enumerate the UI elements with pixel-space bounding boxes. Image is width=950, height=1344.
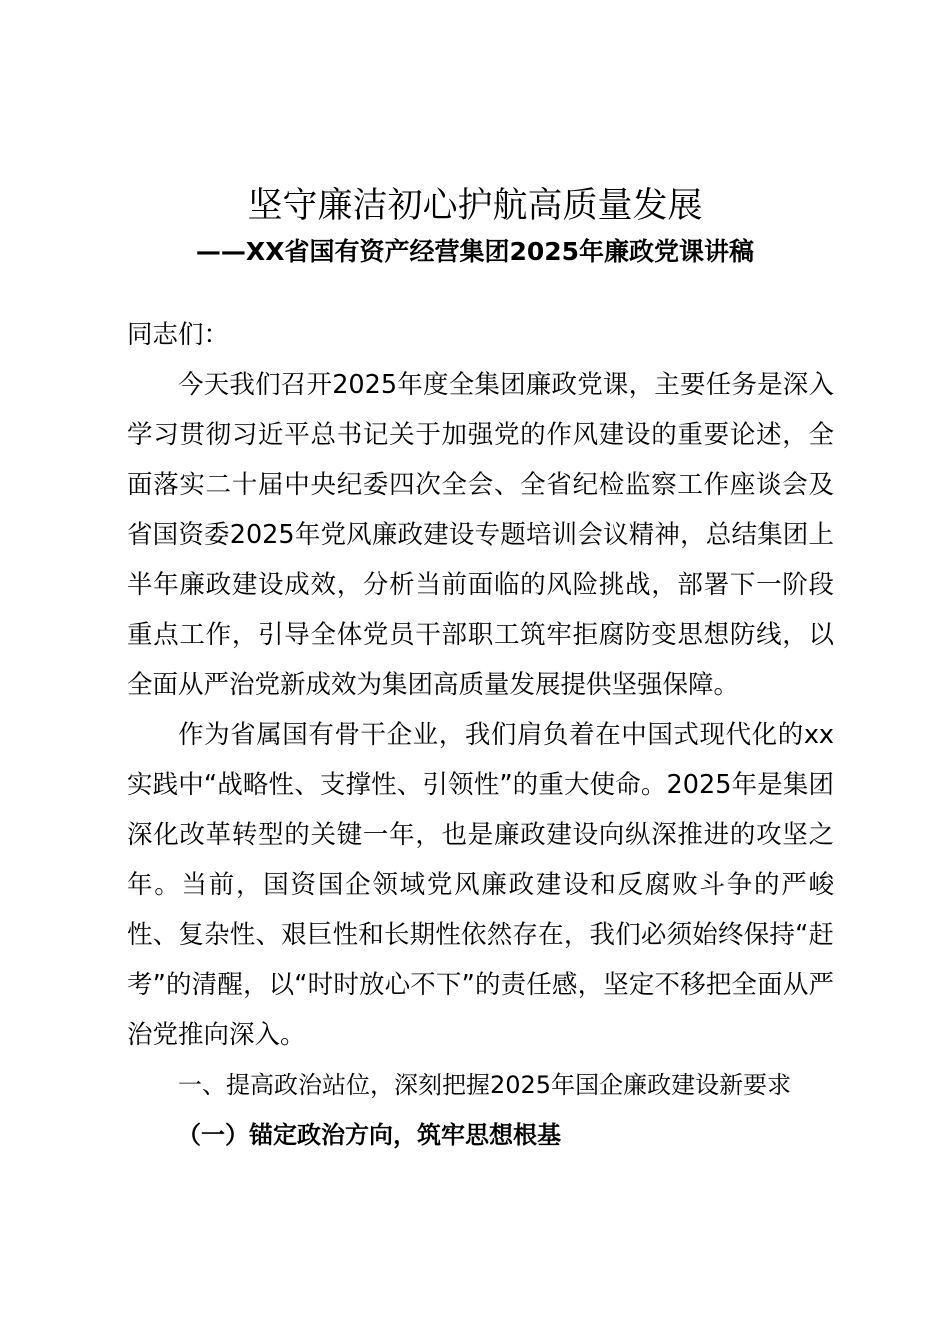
paragraph-intro: 今天我们召开2025年度全集团廉政党课，主要任务是深入学习贯彻习近平总书记关于加强党的作风建设的重要论述，全面落实二十届中央纪委四次全会、全省纪检监察工作座谈会及省国资委2025年党风廉政建设专题培训会议精神，总结集团上半年廉政建设成效，分析当前面临的风险挑战，部署下一阶段重点工作，引导全体党员干部职工筑牢拒腐防变思想防线，以全面从严治党新成效为集团高质量发展提供坚强保障。 bbox=[127, 370, 834, 700]
document-subtitle: ——XX省国有资产经营集团2025年廉政党课讲稿 bbox=[195, 237, 755, 266]
section-heading-1: 一、提高政治站位，深刻把握2025年国企廉政建设新要求 bbox=[178, 1071, 792, 1099]
document-title: 坚守廉洁初心护航高质量发展 bbox=[247, 186, 703, 226]
salutation: 同志们： bbox=[127, 320, 230, 350]
paragraph-mission: 作为省属国有骨干企业，我们肩负着在中国式现代化的xx实践中“战略性、支撑性、引领性”的重大使命。2025年是集团深化改革转型的关键一年，也是廉政建设向纵深推进的攻坚之年。当前，国资国企领域党风廉政建设和反腐败斗争的严峻性、复杂性、艰巨性和长期性依然存在，我们必须始终保持“赶考”的清醒，以“时时放心不下”的责任感，坚定不移把全面从严治党推向深入。 bbox=[127, 720, 834, 1050]
document-body bbox=[127, 310, 834, 1160]
subsection-heading-1: （一）锚定政治方向，筑牢思想根基 bbox=[177, 1121, 561, 1149]
